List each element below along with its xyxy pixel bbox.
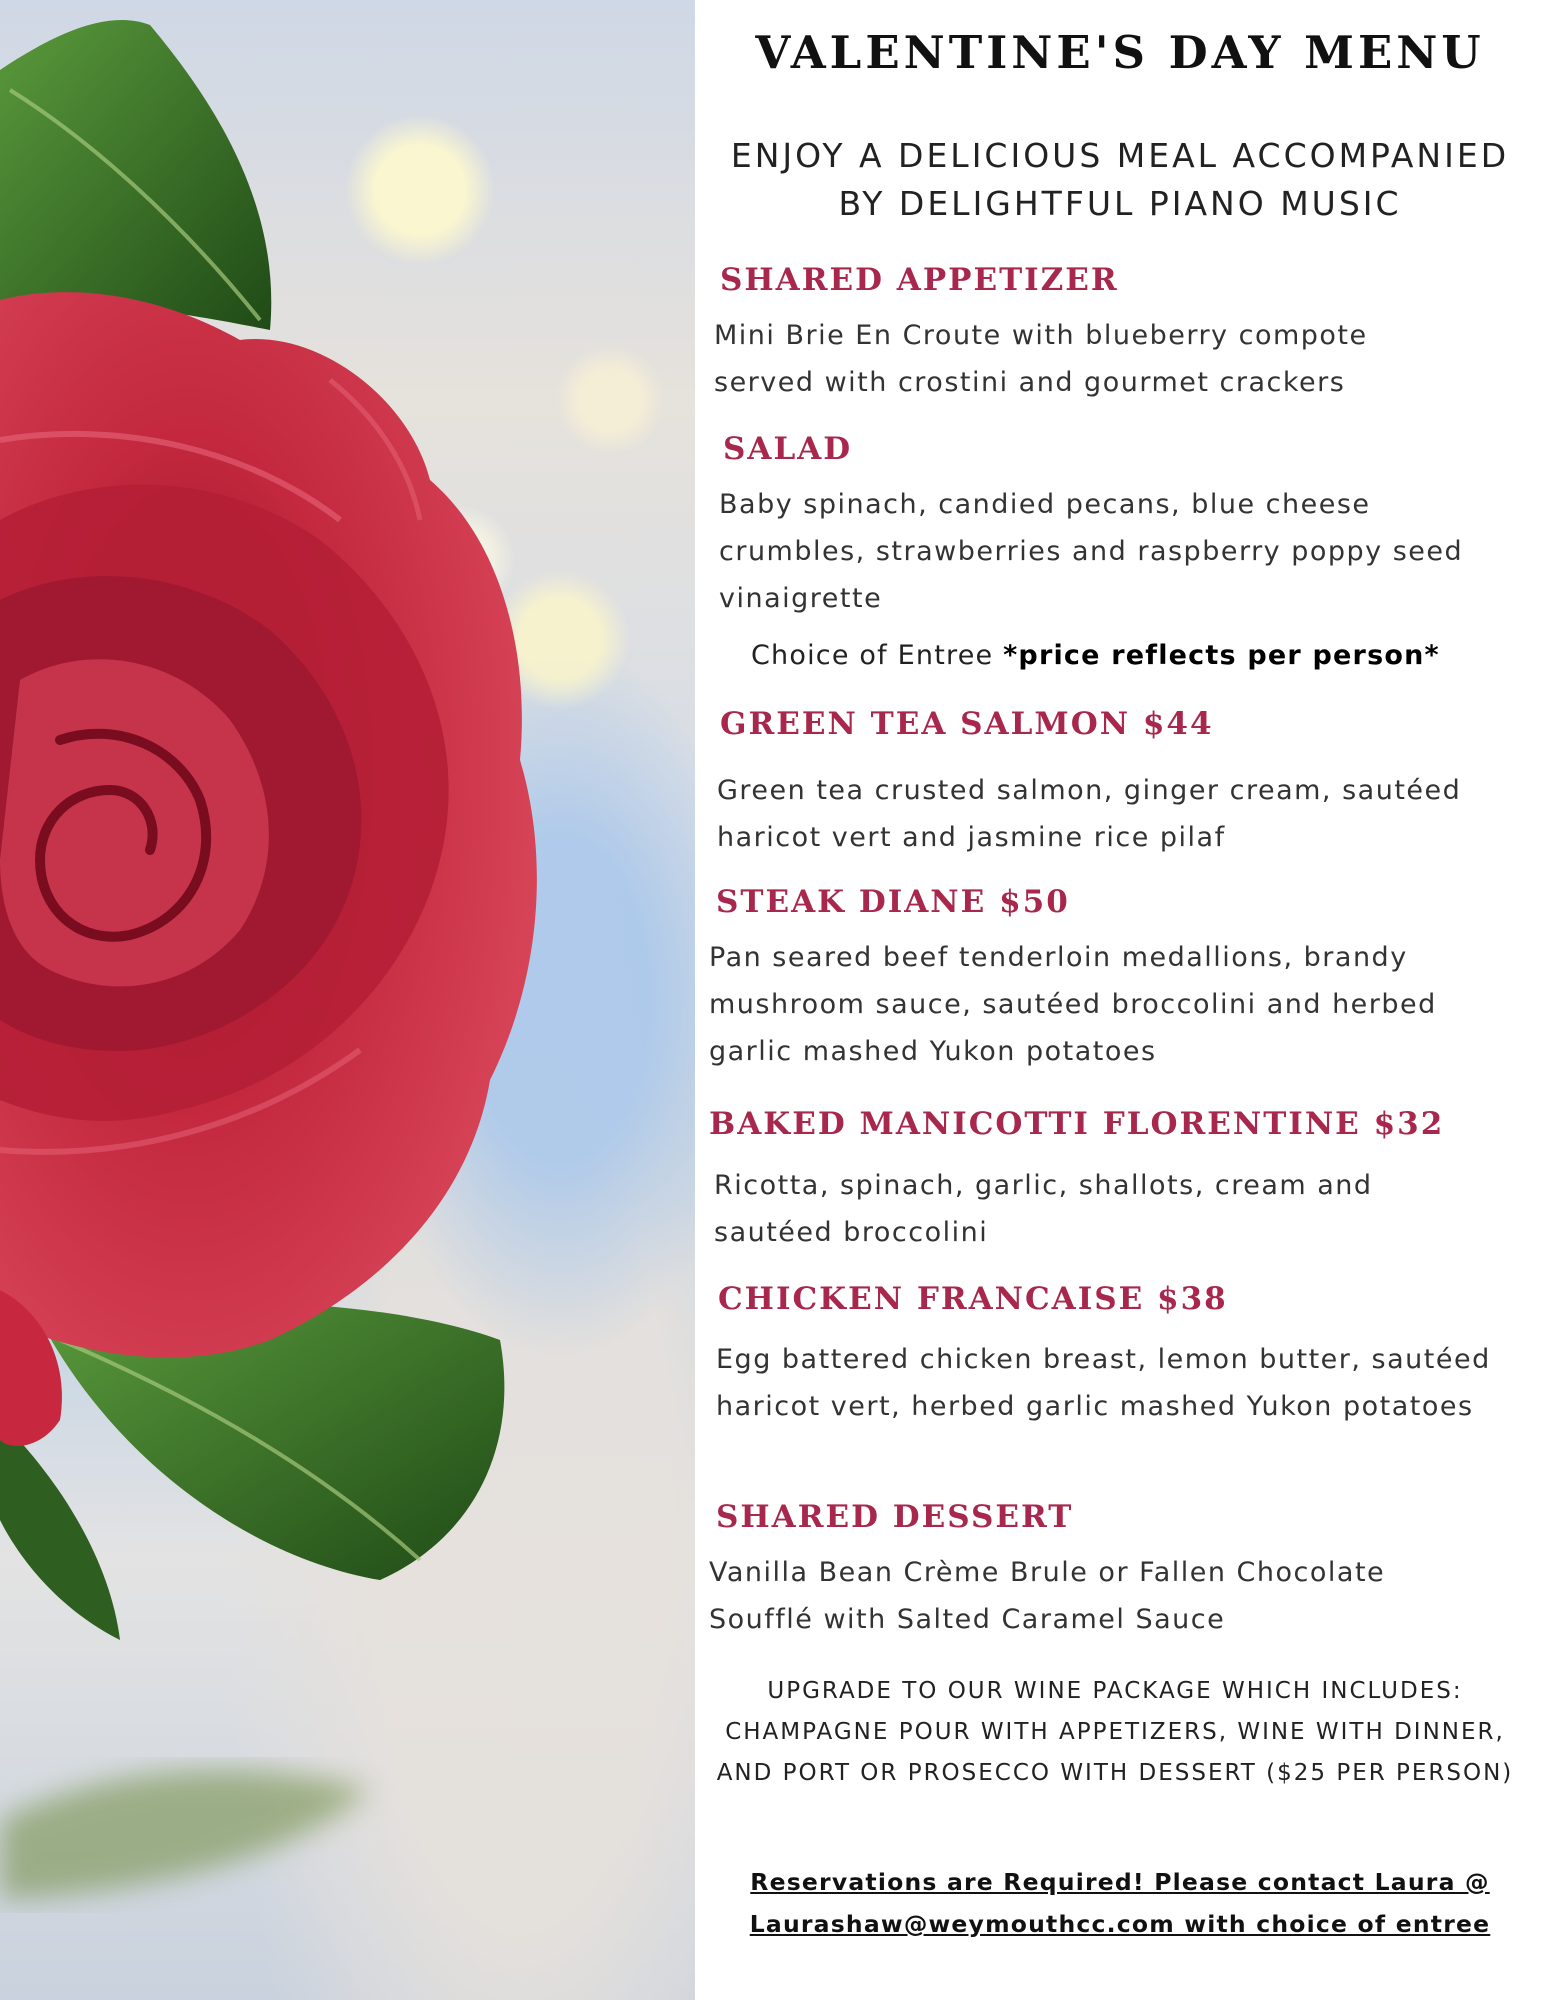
dessert-heading: SHARED DESSERT bbox=[716, 1499, 1074, 1535]
steak-description: Pan seared beef tenderloin medallions, brandy mushroom sauce, sautéed broccolini and herbed garlic mashed Yukon potatoes bbox=[709, 942, 1437, 1067]
entree-note-emphasis: *price reflects per person* bbox=[1003, 640, 1440, 671]
salmon-heading: GREEN TEA SALMON $44 bbox=[720, 706, 1214, 742]
subtitle-line-1: ENJOY A DELICIOUS MEAL ACCOMPANIED bbox=[730, 136, 1510, 175]
rose-illustration bbox=[0, 0, 695, 2000]
salad-description: Baby spinach, candied pecans, blue cheese crumbles, strawberries and raspberry poppy seed vinaigrette bbox=[719, 489, 1464, 614]
appetizer-description: Mini Brie En Croute with blueberry compote served with crostini and gourmet crackers bbox=[714, 320, 1368, 398]
salad-heading: SALAD bbox=[723, 431, 853, 467]
entree-note-text: Choice of Entree bbox=[751, 640, 1004, 671]
manicotti-heading: BAKED MANICOTTI FLORENTINE $32 bbox=[709, 1106, 1445, 1142]
reservations-line-2[interactable]: Laurashaw@weymouthcc.com with choice of entree bbox=[749, 1910, 1491, 1938]
entree-note bbox=[751, 640, 1440, 671]
wine-package-note: UPGRADE TO OUR WINE PACKAGE WHICH INCLUDES: CHAMPAGNE POUR WITH APPETIZERS, WINE WITH DINNER, AND PORT OR PROSECCO WITH DESSERT ($25 PER PERSON) bbox=[716, 1678, 1514, 1786]
menu-panel bbox=[695, 0, 1545, 2000]
reservations-note bbox=[695, 1861, 1545, 1945]
page-title: VALENTINE'S DAY MENU bbox=[755, 26, 1485, 79]
manicotti-description: Ricotta, spinach, garlic, shallots, cream and sautéed broccolini bbox=[714, 1170, 1373, 1248]
steak-heading: STEAK DIANE $50 bbox=[716, 884, 1070, 920]
appetizer-heading: SHARED APPETIZER bbox=[720, 262, 1119, 298]
subtitle bbox=[695, 132, 1545, 228]
chicken-heading: CHICKEN FRANCAISE $38 bbox=[718, 1281, 1228, 1317]
subtitle-line-2: BY DELIGHTFUL PIANO MUSIC bbox=[838, 184, 1402, 223]
dessert-description: Vanilla Bean Crème Brule or Fallen Chocolate Soufflé with Salted Caramel Sauce bbox=[709, 1557, 1386, 1635]
rose-photo bbox=[0, 0, 695, 2000]
salmon-description: Green tea crusted salmon, ginger cream, sautéed haricot vert and jasmine rice pilaf bbox=[717, 775, 1462, 853]
chicken-description: Egg battered chicken breast, lemon butter, sautéed haricot vert, herbed garlic mashed Yukon potatoes bbox=[716, 1344, 1491, 1422]
reservations-line-1: Reservations are Required! Please contact Laura @ bbox=[750, 1868, 1490, 1896]
